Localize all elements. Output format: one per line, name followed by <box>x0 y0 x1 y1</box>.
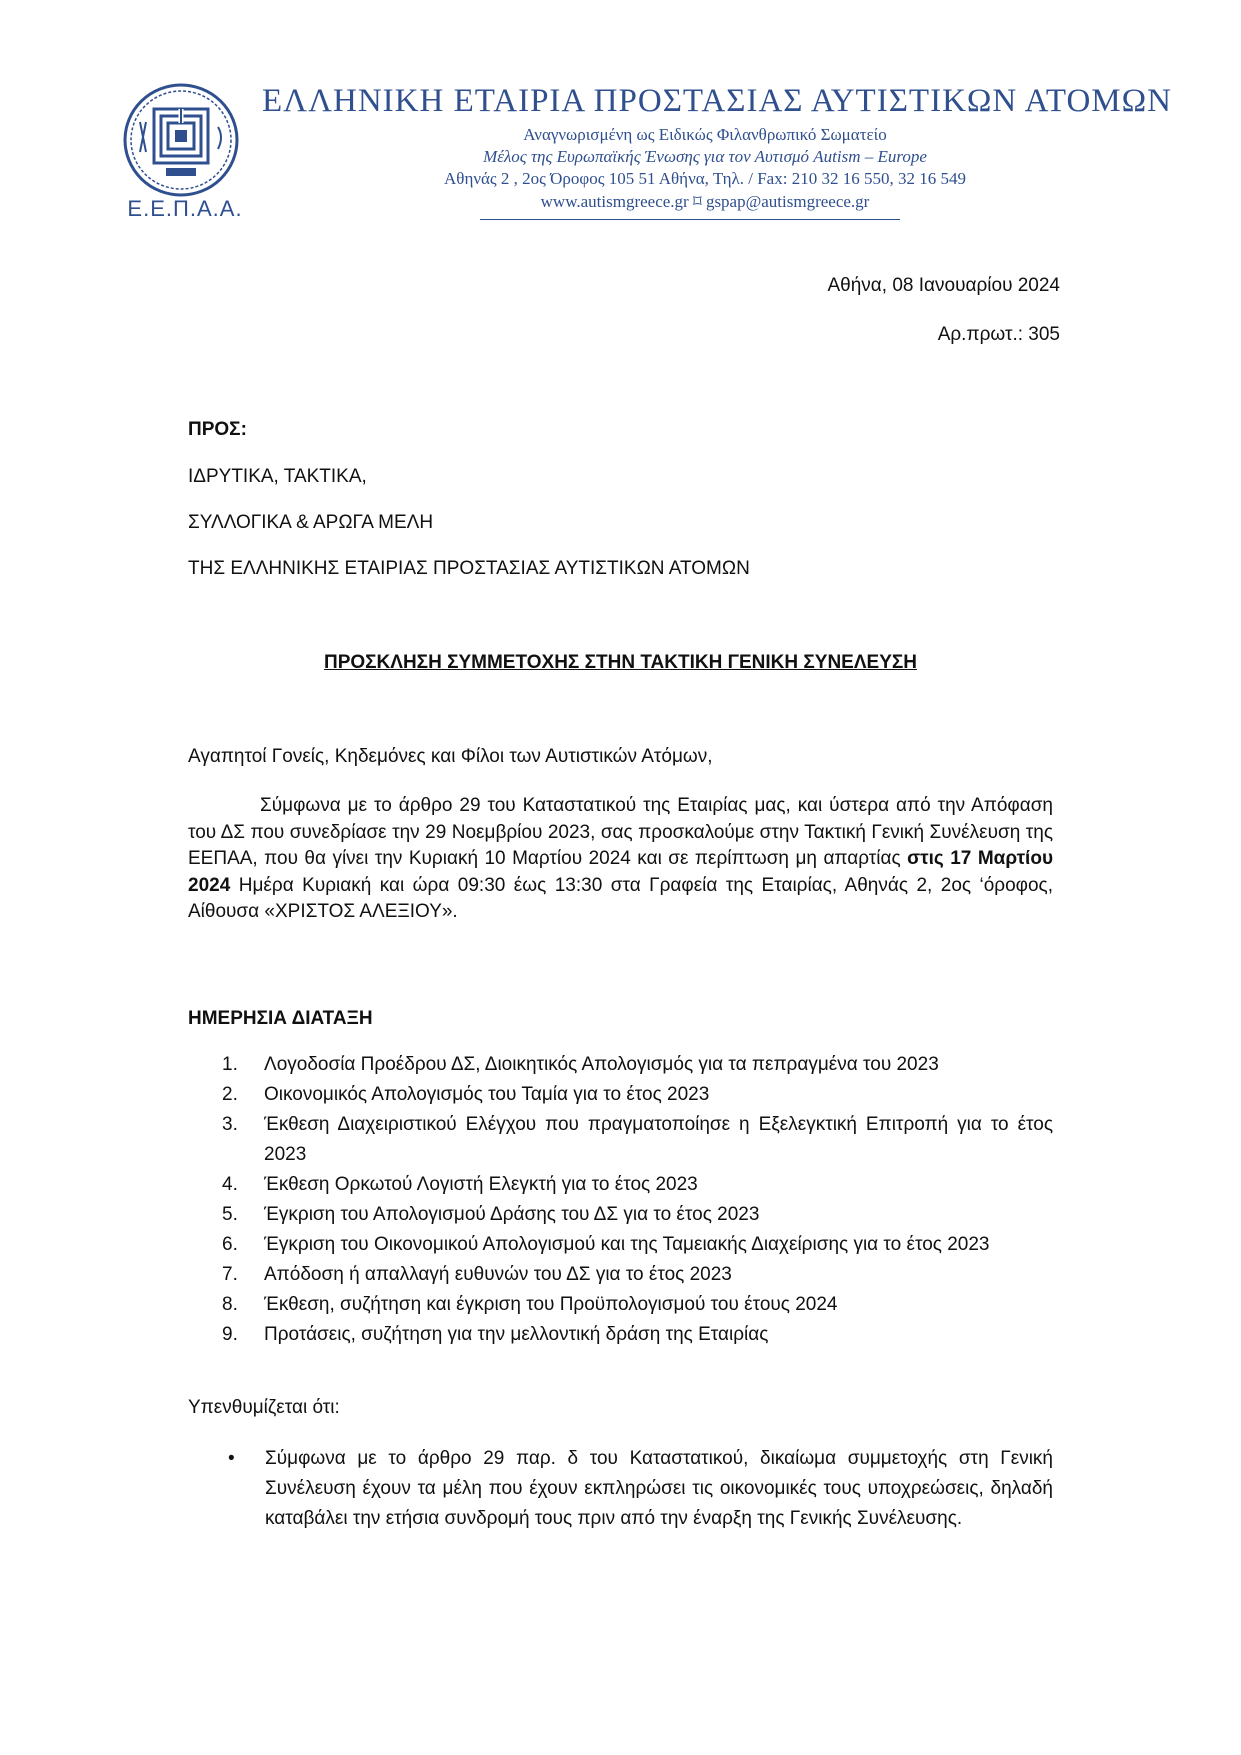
recipient-line: ΤΗΣ ΕΛΛΗΝΙΚΗΣ ΕΤΑΙΡΙΑΣ ΠΡΟΣΤΑΣΙΑΣ ΑΥΤΙΣΤΙΚΩΝ ΑΤΟΜΩΝ <box>188 558 750 579</box>
organization-name: ΕΛΛΗΝΙΚΗ ΕΤΑΙΡΙΑ ΠΡΟΣΤΑΣΙΑΣ ΑΥΤΙΣΤΙΚΩΝ ΑΤΟΜΩΝ <box>262 83 1172 119</box>
agenda-item-text: Έκθεση, συζήτηση και έγκριση του Προϋπολογισμού του έτους 2024 <box>264 1294 838 1315</box>
membership-line: Μέλος της Ευρωπαϊκής Ένωσης για τον Αυτισμό Autism – Europe <box>483 147 927 166</box>
agenda-item-number: 1. <box>222 1054 238 1075</box>
agenda-item <box>222 1260 1053 1290</box>
recognition-line: Αναγνωρισμένη ως Ειδικώς Φιλανθρωπικό Σωματείο <box>523 125 887 144</box>
contact-line[interactable]: www.autismgreece.gr ⌑ gspap@autismgreece.gr <box>540 192 870 211</box>
bullet-icon: • <box>228 1448 235 1469</box>
agenda-list <box>222 1050 1053 1350</box>
agenda-item-text: Απόδοση ή απαλλαγή ευθυνών του ΔΣ για το έτος 2023 <box>264 1264 732 1285</box>
agenda-item-text: Έκθεση Ορκωτού Λογιστή Ελεγκτή για το έτος 2023 <box>264 1174 698 1195</box>
reminder-label: Υπενθυμίζεται ότι: <box>188 1397 340 1418</box>
agenda-item <box>222 1080 1053 1110</box>
invitation-date-highlight: στις 17 Μαρτίου 2024 <box>188 848 1054 896</box>
invitation-text-1: Σύμφωνα με το άρθρο 29 του Καταστατικού της Εταιρίας μας, και ύστερα από την Απόφαση του ΔΣ που συνεδρίασε την 29 Νοεμβρίου 2023, σας προσκαλούμε στην Τακτική Γενική Συνέλευση της ΕΕΠΑΑ, που θα γίνει την Κυριακή 10 Μαρτίου 2024 και σε περίπτωση μη απαρτίας <box>188 795 1053 869</box>
agenda-item-text: Έγκριση του Απολογισμού Δράσης του ΔΣ για το έτος 2023 <box>264 1204 760 1225</box>
recipients-label: ΠΡΟΣ: <box>188 419 247 440</box>
invitation-paragraph <box>188 793 1053 926</box>
agenda-item-text: Έγκριση του Οικονομικού Απολογισμού και της Ταμειακής Διαχείρισης για το έτος 2023 <box>264 1234 990 1255</box>
agenda-item-number: 8. <box>222 1294 238 1315</box>
protocol-number: Αρ.πρωτ.: 305 <box>937 324 1060 345</box>
recipient-line: ΙΔΡΥΤΙΚΑ, ΤΑΚΤΙΚΑ, <box>188 466 367 487</box>
agenda-item <box>222 1320 1053 1350</box>
agenda-item <box>222 1290 1053 1320</box>
agenda-item-number: 2. <box>222 1084 238 1105</box>
agenda-item-number: 3. <box>222 1114 238 1135</box>
recipient-line: ΣΥΛΛΟΓΙΚΑ & ΑΡΩΓΑ ΜΕΛΗ <box>188 512 434 533</box>
agenda-item-number: 5. <box>222 1204 238 1225</box>
agenda-item-text: Λογοδοσία Προέδρου ΔΣ, Διοικητικός Απολογισμός για τα πεπραγμένα του 2023 <box>264 1054 939 1075</box>
logo-caption: Ε.Ε.Π.Α.Α. <box>127 196 243 221</box>
agenda-item-number: 6. <box>222 1234 238 1255</box>
agenda-item-text: Έκθεση Διαχειριστικού Ελέγχου που πραγματοποίησε η Εξελεγκτική Επιτροπή για το έτος 2023 <box>264 1114 1053 1165</box>
agenda-item <box>222 1200 1053 1230</box>
header-divider <box>480 219 900 220</box>
letterhead <box>0 0 1241 230</box>
agenda-item <box>222 1230 1053 1260</box>
agenda-item <box>222 1170 1053 1200</box>
document-title: ΠΡΟΣΚΛΗΣΗ ΣΥΜΜΕΤΟΧΗΣ ΣΤΗΝ ΤΑΚΤΙΚΗ ΓΕΝΙΚΗ ΣΥΝΕΛΕΥΣΗ <box>323 652 917 673</box>
invitation-text-2: Ημέρα Κυριακή και ώρα 09:30 έως 13:30 στα Γραφεία της Εταιρίας, Αθηνάς 2, 2ος ‘όροφος, Αίθουσα «ΧΡΙΣΤΟΣ ΑΛΕΞΙΟΥ». <box>188 874 1053 922</box>
agenda-item-number: 7. <box>222 1264 238 1285</box>
society-logo-emblem-icon <box>122 82 240 198</box>
agenda-item <box>222 1050 1053 1080</box>
agenda-item-number: 9. <box>222 1324 238 1345</box>
letter-date: Αθήνα, 08 Ιανουαρίου 2024 <box>827 275 1060 296</box>
address-line: Αθηνάς 2 , 2ος Όροφος 105 51 Αθήνα, Τηλ. / Fax: 210 32 16 550, 32 16 549 <box>444 169 966 188</box>
agenda-item <box>222 1110 1053 1170</box>
greeting: Αγαπητοί Γονείς, Κηδεμόνες και Φίλοι των Αυτιστικών Ατόμων, <box>188 746 713 767</box>
agenda-item-text: Προτάσεις, συζήτηση για την μελλοντική δράση της Εταιρίας <box>264 1324 769 1345</box>
agenda-title: ΗΜΕΡΗΣΙΑ ΔΙΑΤΑΞΗ <box>188 1008 373 1029</box>
agenda-item-text: Οικονομικός Απολογισμός του Ταμία για το έτος 2023 <box>264 1084 710 1105</box>
agenda-item-number: 4. <box>222 1174 238 1195</box>
reminder-bullet: Σύμφωνα με το άρθρο 29 παρ. δ του Καταστατικού, δικαίωμα συμμετοχής στη Γενική Συνέλευση έχουν τα μέλη που έχουν εκπληρώσει τις οικονομικές τους υποχρεώσεις, δηλαδή καταβάλει την ετήσια συνδρομή τους πριν από την έναρξη της Γενικής Συνέλευσης. <box>265 1448 1053 1529</box>
